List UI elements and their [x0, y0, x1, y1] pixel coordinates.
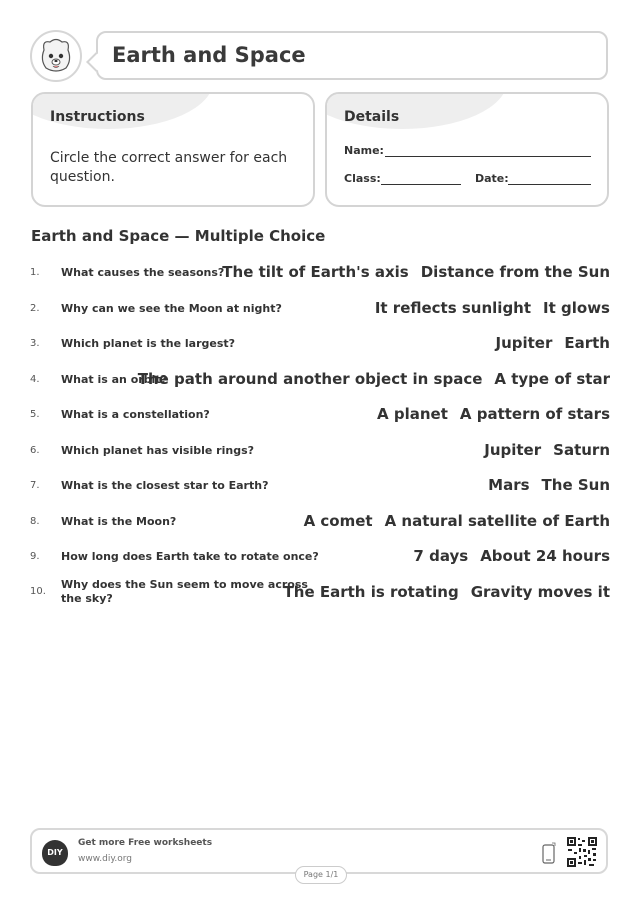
- answer-option[interactable]: A pattern of stars: [459, 405, 610, 423]
- question-row: [30, 298, 610, 328]
- class-label: Class:: [344, 172, 381, 185]
- answer-option[interactable]: Jupiter: [484, 441, 542, 459]
- name-label: Name:: [344, 144, 384, 157]
- instructions-card: [31, 92, 315, 207]
- answer-option[interactable]: A type of star: [494, 370, 610, 388]
- question-text: What is a constellation?: [61, 408, 210, 421]
- question-text: Which planet is the largest?: [61, 337, 236, 350]
- question-number: 6.: [30, 445, 40, 456]
- date-label: Date:: [475, 172, 509, 185]
- instructions-text: Circle the correct answer for each question.: [50, 150, 288, 185]
- question-text: Why can we see the Moon at night?: [61, 302, 282, 315]
- answer-option[interactable]: It reflects sunlight: [374, 299, 532, 317]
- question-text: What causes the seasons?: [61, 266, 225, 279]
- answer-option[interactable]: A planet: [377, 405, 448, 423]
- question-text: What is the Moon?: [61, 515, 177, 528]
- question-row: [30, 577, 610, 611]
- answer-option[interactable]: A comet: [303, 512, 373, 530]
- class-field[interactable]: [381, 184, 461, 185]
- answer-option[interactable]: The tilt of Earth's axis: [222, 263, 409, 281]
- answer-option[interactable]: Distance from the Sun: [420, 263, 610, 281]
- details-heading: Details: [344, 109, 400, 125]
- diy-logo: DIY: [42, 840, 68, 866]
- answer-option[interactable]: 7 days: [413, 547, 469, 565]
- question-row: [30, 511, 610, 541]
- question-row: [30, 333, 610, 363]
- question-row: [30, 262, 610, 292]
- answer-option[interactable]: About 24 hours: [480, 547, 610, 565]
- name-field[interactable]: [385, 156, 591, 157]
- answer-option[interactable]: The Earth is rotating: [283, 583, 459, 601]
- answer-option[interactable]: It glows: [543, 299, 610, 317]
- date-field[interactable]: [508, 184, 591, 185]
- answer-option[interactable]: Earth: [564, 334, 610, 352]
- details-card: [325, 92, 609, 207]
- question-number: 4.: [30, 374, 40, 385]
- question-number: 10.: [30, 586, 46, 597]
- question-number: 5.: [30, 409, 40, 420]
- answer-option[interactable]: The path around another object in space: [137, 370, 483, 388]
- question-text: How long does Earth take to rotate once?: [61, 550, 319, 563]
- question-text: What is an orbit?: [61, 373, 167, 386]
- instructions-heading: Instructions: [50, 109, 145, 125]
- question-text: Why does the Sun seem to move across the sky?: [61, 578, 308, 605]
- qr-code-icon: [566, 836, 598, 868]
- section-title: Earth and Space — Multiple Choice: [31, 227, 326, 245]
- question-text: Which planet has visible rings?: [61, 444, 255, 457]
- answer-option[interactable]: Gravity moves it: [470, 583, 610, 601]
- question-number: 7.: [30, 480, 40, 491]
- page-indicator: Page 1/1: [295, 866, 347, 884]
- answer-option[interactable]: Mars: [488, 476, 530, 494]
- bear-mascot-icon: [36, 36, 76, 76]
- question-number: 1.: [30, 267, 40, 278]
- question-row: [30, 475, 610, 505]
- question-text: What is the closest star to Earth?: [61, 479, 269, 492]
- question-row: [30, 546, 610, 576]
- answer-option[interactable]: The Sun: [541, 476, 610, 494]
- question-number: 8.: [30, 516, 40, 527]
- question-number: 2.: [30, 303, 40, 314]
- phone-icon: [542, 842, 556, 864]
- question-row: [30, 440, 610, 470]
- question-row: [30, 369, 610, 399]
- question-number: 3.: [30, 338, 40, 349]
- mascot-avatar: [30, 30, 82, 82]
- question-row: [30, 404, 610, 434]
- answer-option[interactable]: A natural satellite of Earth: [384, 512, 610, 530]
- title-bubble: [96, 31, 608, 80]
- page-title: Earth and Space: [112, 43, 306, 67]
- answer-option[interactable]: Saturn: [553, 441, 610, 459]
- footer-url[interactable]: www.diy.org: [78, 854, 132, 864]
- answer-option[interactable]: Jupiter: [495, 334, 553, 352]
- question-number: 9.: [30, 551, 40, 562]
- footer-promo-text: Get more Free worksheets: [78, 838, 213, 848]
